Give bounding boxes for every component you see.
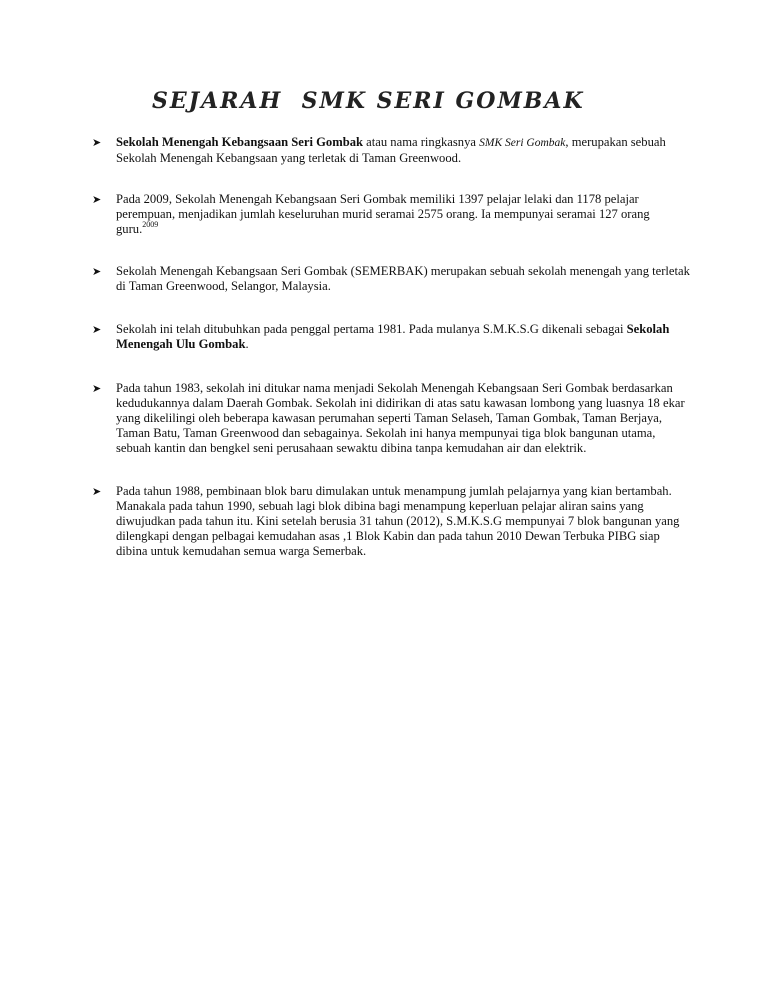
text-run: . <box>245 337 249 351</box>
list-item <box>92 192 692 237</box>
paragraph <box>116 322 692 352</box>
bullet-arrow-icon: ➤ <box>92 382 102 395</box>
bullet-arrow-icon: ➤ <box>92 265 102 278</box>
list-item <box>92 322 692 352</box>
superscript: 2009 <box>142 220 159 229</box>
text-run: Sekolah ini telah ditubuhkan pada penggal pertama 1981. Pada mulanya S.M.K.S.G dikenali sebagai <box>116 322 627 336</box>
list-item <box>92 381 692 456</box>
bold-text: Sekolah Menengah Kebangsaan Seri Gombak <box>116 135 364 149</box>
paragraph: Sekolah Menengah Kebangsaan Seri Gombak (SEMERBAK) merupakan sebuah sekolah menengah yang terletak di Taman Greenwood, Selangor, Malaysia. <box>116 264 690 293</box>
text-run: , merupakan sebuah Sekolah Menengah Kebangsaan yang terletak di Taman Greenwood. <box>116 135 666 165</box>
list-item <box>92 484 692 559</box>
bullet-arrow-icon: ➤ <box>92 193 102 206</box>
bold-text: Sekolah Menengah Ulu Gombak <box>116 322 670 351</box>
list-item <box>92 135 692 166</box>
italic-text: SMK Seri Gombak <box>479 137 566 149</box>
bullet-arrow-icon: ➤ <box>92 323 102 336</box>
paragraph <box>116 135 692 166</box>
bullet-arrow-icon: ➤ <box>92 485 102 498</box>
list-item <box>92 264 692 294</box>
text-run: atau nama ringkasnya <box>363 135 480 149</box>
page-title: SEJARAH SMK SERI GOMBAK <box>152 88 585 114</box>
text-run: Pada 2009, Sekolah Menengah Kebangsaan Seri Gombak memiliki 1397 pelajar lelaki dan 1178 pelajar perempuan, menjadikan jumlah keseluruhan murid seramai 2575 orang. Ia mempunyai seramai 127 orang guru. <box>116 192 650 236</box>
paragraph <box>116 192 692 237</box>
paragraph: Pada tahun 1983, sekolah ini ditukar nama menjadi Sekolah Menengah Kebangsaan Seri Gombak berdasarkan kedudukannya dalam Daerah Gombak. Sekolah ini didirikan di atas satu kawasan lombong yang luasnya 18 ekar yang dikelilingi oleh beberapa kawasan perumahan seperti Taman Selaseh, Taman Gombak, Taman Berjaya, Taman Batu, Taman Greenwood dan sebagainya. Sekolah ini hanya mempunyai tiga blok bangunan utama, sebuah kantin dan bengkel seni perusahaan sewaktu dibina tanpa kemudahan air dan elektrik. <box>116 381 685 455</box>
bullet-arrow-icon: ➤ <box>92 136 102 149</box>
paragraph: Pada tahun 1988, pembinaan blok baru dimulakan untuk menampung jumlah pelajarnya yang kian bertambah. Manakala pada tahun 1990, sebuah lagi blok dibina bagi menampung keperluan pelajar aliran sains yang diwujudkan pada tahun itu. Kini setelah berusia 31 tahun (2012), S.M.K.S.G mempunyai 7 blok bangunan yang dilengkapi dengan pelbagai kemudahan asas ,1 Blok Kabin dan pada tahun 2010 Dewan Terbuka PIBG siap dibina untuk kemudahan semua warga Semerbak. <box>116 484 680 558</box>
